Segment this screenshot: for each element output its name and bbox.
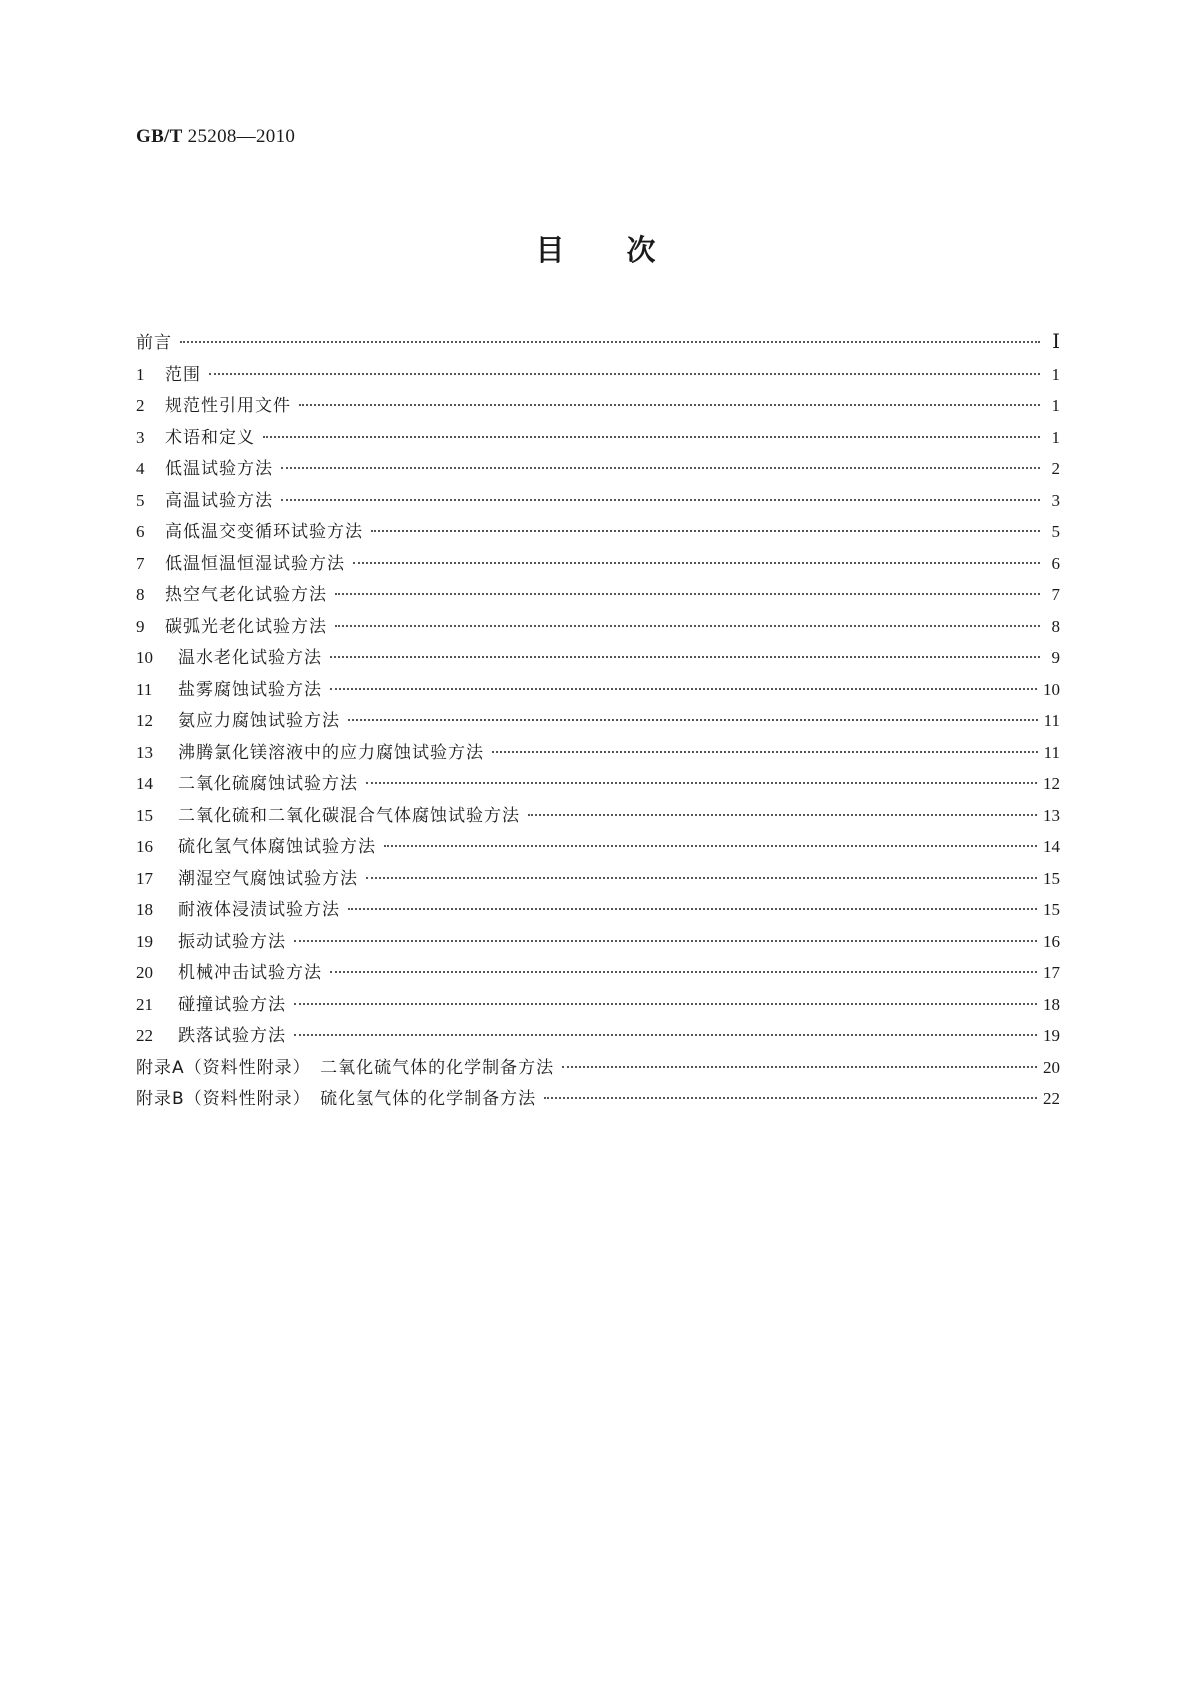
toc-entry-page: 17 <box>1043 963 1060 982</box>
toc-entry-number: 18 <box>136 900 153 919</box>
toc-entry-label: 前言 <box>136 333 172 353</box>
toc-entry-page: 20 <box>1043 1057 1060 1077</box>
toc-entry-page: 18 <box>1043 994 1060 1014</box>
toc-entry-number: 15 <box>136 805 153 825</box>
toc-entry-page: 7 <box>1051 585 1060 604</box>
toc-entry-20[interactable] <box>136 957 1060 989</box>
toc-entry-label: 振动试验方法 <box>178 931 286 952</box>
toc-entry-label: 术语和定义 <box>165 427 255 448</box>
dot-leader <box>281 467 1040 469</box>
toc-entry-label: 高温试验方法 <box>165 490 273 511</box>
standard-prefix: GB/T <box>136 126 183 147</box>
toc-entry-18[interactable] <box>136 894 1060 926</box>
toc-entry-page: 12 <box>1043 774 1060 793</box>
toc-entry-13[interactable] <box>136 737 1060 769</box>
toc-entry-number: 13 <box>136 742 153 762</box>
dot-leader <box>528 814 1037 816</box>
toc-entry-page: 11 <box>1043 742 1060 762</box>
toc-entry-page: 9 <box>1051 648 1060 667</box>
toc-entry-label: 低温恒温恒湿试验方法 <box>165 553 345 574</box>
dot-leader <box>263 436 1040 438</box>
standard-code <box>136 126 295 148</box>
dot-leader <box>180 341 1040 343</box>
toc-entry-21[interactable] <box>136 989 1060 1021</box>
toc-entry-number: 17 <box>136 868 153 888</box>
toc-entry-number: 7 <box>136 553 145 573</box>
dot-leader <box>366 782 1037 784</box>
toc-entry-19[interactable] <box>136 926 1060 958</box>
toc-entry-number: 9 <box>136 616 145 636</box>
toc-entry-number: 10 <box>136 648 153 667</box>
toc-entry-1[interactable] <box>136 359 1060 391</box>
toc-entry-page: 3 <box>1051 490 1060 510</box>
toc-entry-number: 8 <box>136 585 145 604</box>
dot-leader <box>294 1034 1037 1036</box>
toc-entry-page: 15 <box>1043 868 1060 888</box>
toc-entry-number: 12 <box>136 711 153 730</box>
toc-entry-label: 高低温交变循环试验方法 <box>165 522 363 542</box>
toc-entry-page: 6 <box>1051 553 1060 573</box>
toc-entry-4[interactable] <box>136 453 1060 485</box>
toc-entry-label: 硫化氢气体腐蚀试验方法 <box>178 837 376 857</box>
toc-entry-6[interactable] <box>136 516 1060 548</box>
toc-entry-page: 16 <box>1043 931 1060 951</box>
toc-entry-page: Ⅰ <box>1052 331 1060 353</box>
toc-entry-label: 耐液体浸渍试验方法 <box>178 900 340 920</box>
toc-entry-appendix-b[interactable] <box>136 1083 1060 1115</box>
toc-entry-number: 22 <box>136 1026 153 1045</box>
dot-leader <box>330 656 1040 658</box>
toc-entry-label: 机械冲击试验方法 <box>178 963 322 983</box>
toc-entry-label: 附录B（资料性附录） 硫化氢气体的化学制备方法 <box>136 1089 537 1109</box>
toc-entry-10[interactable] <box>136 642 1060 674</box>
toc-entry-page: 1 <box>1051 364 1060 384</box>
toc-entry-label: 潮湿空气腐蚀试验方法 <box>178 868 358 889</box>
toc-entry-5[interactable] <box>136 485 1060 517</box>
toc-entry-page: 19 <box>1043 1026 1060 1045</box>
toc-entry-7[interactable] <box>136 548 1060 580</box>
toc-entry-number: 20 <box>136 963 153 982</box>
dot-leader <box>492 751 1038 753</box>
toc-entry-page: 1 <box>1051 427 1060 447</box>
dot-leader <box>348 719 1038 721</box>
toc-entry-page: 14 <box>1043 837 1060 856</box>
dot-leader <box>330 688 1037 690</box>
toc-entry-3[interactable] <box>136 422 1060 454</box>
dot-leader <box>544 1097 1037 1099</box>
toc-entry-12[interactable] <box>136 705 1060 737</box>
toc-entry-appendix-a[interactable] <box>136 1052 1060 1084</box>
toc-entry-label: 碰撞试验方法 <box>178 994 286 1015</box>
dot-leader <box>371 530 1040 532</box>
toc-entry-number: 16 <box>136 837 153 856</box>
toc-entry-14[interactable] <box>136 768 1060 800</box>
toc-entry-16[interactable] <box>136 831 1060 863</box>
toc-entry-9[interactable] <box>136 611 1060 643</box>
toc-entry-label: 盐雾腐蚀试验方法 <box>178 679 322 700</box>
toc-entry-label: 低温试验方法 <box>165 459 273 479</box>
toc-entry-label: 附录A（资料性附录） 二氧化硫气体的化学制备方法 <box>136 1057 555 1078</box>
toc-entry-page: 13 <box>1043 805 1060 825</box>
toc-entry-page: 2 <box>1051 459 1060 478</box>
dot-leader <box>294 940 1037 942</box>
toc-entry-label: 氨应力腐蚀试验方法 <box>178 711 340 731</box>
toc-entry-15[interactable] <box>136 800 1060 832</box>
toc-entry-label: 二氧化硫腐蚀试验方法 <box>178 774 358 794</box>
toc-entry-22[interactable] <box>136 1020 1060 1052</box>
dot-leader <box>209 373 1040 375</box>
toc-entry-foreword[interactable] <box>136 327 1060 359</box>
toc-entry-number: 1 <box>136 364 145 384</box>
toc-entry-label: 碳弧光老化试验方法 <box>165 616 327 637</box>
toc-entry-label: 热空气老化试验方法 <box>165 585 327 605</box>
table-of-contents <box>136 327 1060 1115</box>
dot-leader <box>348 908 1037 910</box>
dot-leader <box>335 593 1040 595</box>
toc-entry-label: 沸腾氯化镁溶液中的应力腐蚀试验方法 <box>178 742 484 763</box>
toc-entry-page: 11 <box>1043 711 1060 730</box>
toc-entry-number: 21 <box>136 994 153 1014</box>
toc-entry-label: 范围 <box>165 364 201 385</box>
toc-entry-number: 14 <box>136 774 153 793</box>
toc-entry-number: 2 <box>136 396 145 415</box>
toc-entry-17[interactable] <box>136 863 1060 895</box>
dot-leader <box>562 1066 1037 1068</box>
toc-entry-label: 温水老化试验方法 <box>178 648 322 668</box>
dot-leader <box>384 845 1037 847</box>
toc-entry-number: 19 <box>136 931 153 951</box>
toc-entry-number: 4 <box>136 459 145 478</box>
dot-leader <box>353 562 1040 564</box>
dot-leader <box>330 971 1037 973</box>
toc-entry-number: 6 <box>136 522 145 541</box>
toc-entry-number: 11 <box>136 679 153 699</box>
standard-number: 25208—2010 <box>187 126 296 147</box>
dot-leader <box>366 877 1037 879</box>
toc-entry-label: 二氧化硫和二氧化碳混合气体腐蚀试验方法 <box>178 805 520 826</box>
toc-entry-2[interactable] <box>136 390 1060 422</box>
toc-entry-page: 22 <box>1043 1089 1060 1108</box>
dot-leader <box>294 1003 1037 1005</box>
toc-title: 目次 <box>535 233 718 267</box>
toc-entry-label: 规范性引用文件 <box>165 396 291 416</box>
toc-entry-page: 8 <box>1051 616 1060 636</box>
toc-entry-number: 3 <box>136 427 145 447</box>
toc-entry-label: 跌落试验方法 <box>178 1026 286 1046</box>
dot-leader <box>281 499 1040 501</box>
toc-entry-page: 1 <box>1051 396 1060 415</box>
toc-entry-8[interactable] <box>136 579 1060 611</box>
toc-entry-11[interactable] <box>136 674 1060 706</box>
toc-entry-page: 5 <box>1051 522 1060 541</box>
toc-entry-page: 10 <box>1043 679 1060 699</box>
dot-leader <box>299 404 1040 406</box>
toc-entry-number: 5 <box>136 490 145 510</box>
dot-leader <box>335 625 1040 627</box>
toc-entry-page: 15 <box>1043 900 1060 919</box>
